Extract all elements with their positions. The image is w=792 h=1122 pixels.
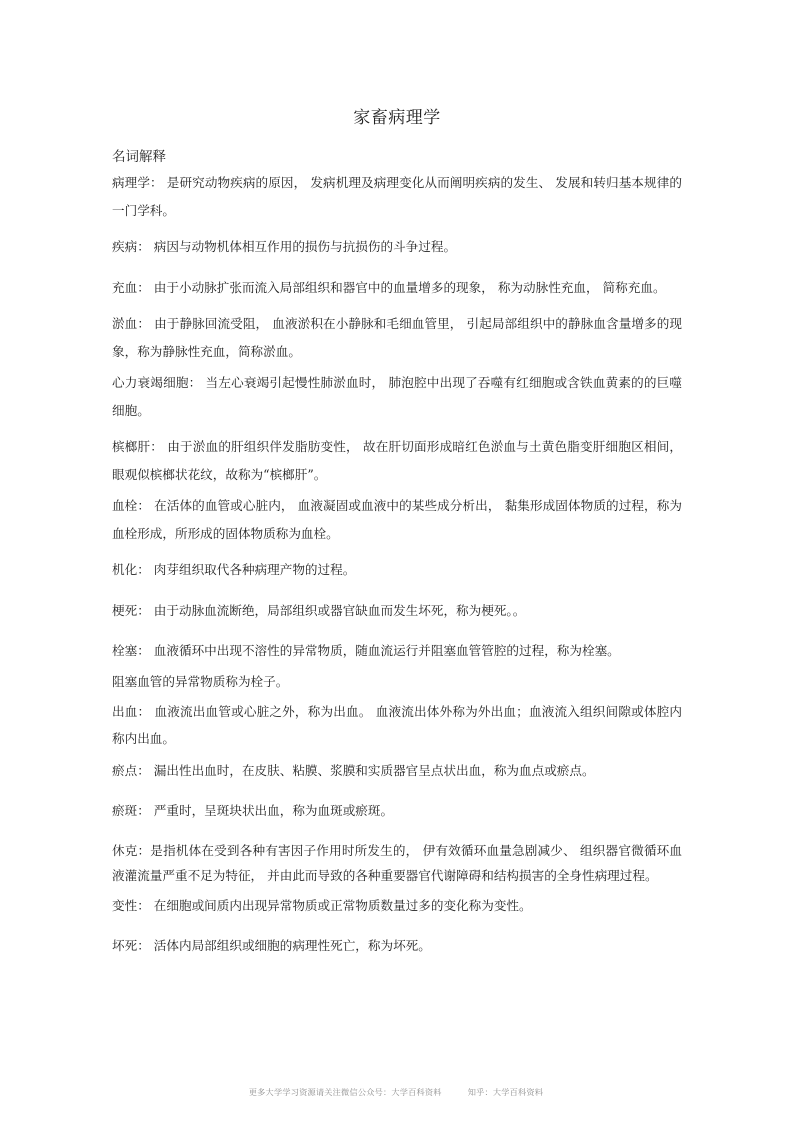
spacer [112,784,682,797]
spacer [112,224,682,233]
spacer [112,825,682,838]
footer-wechat-text: 更多大学学习资源请关注微信公众号：大学百科资料 [248,1087,442,1097]
spacer [112,624,682,637]
glossary-entry-xueshuan: 血栓： 在活体的血管或心脏内， 血液凝固或血液中的某些成分析出， 黏集形成固体物质的过程，称为血栓形成，所形成的固体物质称为血栓。 [112,498,682,541]
spacer [112,424,682,433]
glossary-entry-xiuke: 休克：是指机体在受到各种有害因子作用时所发生的， 伊有效循环血量急剧减少、 组织器官微循环血液灌流量严重不足为特征， 并由此而导致的各种重要器官代谢障碍和结构损害的全身性病理过程。 [112,842,682,883]
footer-zhihu-text: 知乎：大学百科资料 [467,1087,544,1097]
spacer [112,261,682,274]
glossary-entry-chongxue: 充血： 由于小动脉扩张而流入局部组织和器官中的血量增多的现象， 称为动脉性充血， 简称充血。 [112,279,666,295]
page-title: 家畜病理学 [353,108,441,128]
glossary-entry-yuban: 瘀斑： 严重时，呈斑块状出血，称为血斑或瘀斑。 [112,803,394,819]
glossary-entry-jihua: 机化： 肉芽组织取代各种病理产物的过程。 [112,562,356,578]
page-footer [0,1085,792,1099]
glossary-entry-chuxue: 出血： 血液流出血管或心脏之外，称为出血。 血液流出体外称为外出血；血液流入组织间隙或体腔内称内出血。 [112,703,682,747]
spacer [112,547,682,556]
glossary-entry-xinlishuaijiexibao: 心力衰竭细胞： 当左心衰竭引起慢性肺淤血时， 肺泡腔中出现了吞噬有红细胞或含铁血黄素的的巨噬细胞。 [112,375,682,418]
glossary-entry-yudian: 瘀点： 漏出性出血时，在皮肤、粘膜、浆膜和实质器官呈点状出血，称为血点或瘀点。 [112,762,595,778]
glossary-entry-gengsi: 梗死： 由于动脉血流断绝，局部组织或器官缺血而发生坏死，称为梗死。。 [112,602,526,618]
document-content [112,0,682,960]
spacer [112,301,682,310]
glossary-entry-bianxing: 变性： 在细胞或间质内出现异常物质或正常物质数量过多的变化称为变性。 [112,897,532,913]
glossary-entry-shuansai: 栓塞： 血液循环中出现不溶性的异常物质，随血流运行并阻塞血管管腔的过程，称为栓塞。 [112,643,620,659]
glossary-entry-shuanzi: 阻塞血管的异常物质称为栓子。 [112,673,289,689]
section-heading-terms: 名词解释 [112,149,166,166]
spacer [112,919,682,932]
glossary-entry-list [112,169,682,960]
glossary-entry-binglixue: 病理学： 是研究动物疾病的原因， 发病机理及病理变化从而阐明疾病的发生、 发展和转归基本规律的一门学科。 [112,175,682,218]
glossary-entry-huaisi: 坏死： 活体内局部组织或细胞的病理性死亡，称为坏死。 [112,938,431,954]
glossary-entry-yuxue: 淤血： 由于静脉回流受阻， 血液淤积在小静脉和毛细血管里， 引起局部组织中的静脉血含量增多的现象，称为静脉性充血，简称淤血。 [112,316,682,359]
spacer [112,584,682,597]
glossary-entry-jibing: 疾病： 病因与动物机体相互作用的损伤与抗损伤的斗争过程。 [112,239,457,255]
glossary-entry-binglanggan: 槟榔肝： 由于淤血的肝组织伴发脂肪变性， 故在肝切面形成暗红色淤血与土黄色脂变肝细胞区相间，眼观似槟榔状花纹，故称为“槟榔肝”。 [112,439,682,482]
